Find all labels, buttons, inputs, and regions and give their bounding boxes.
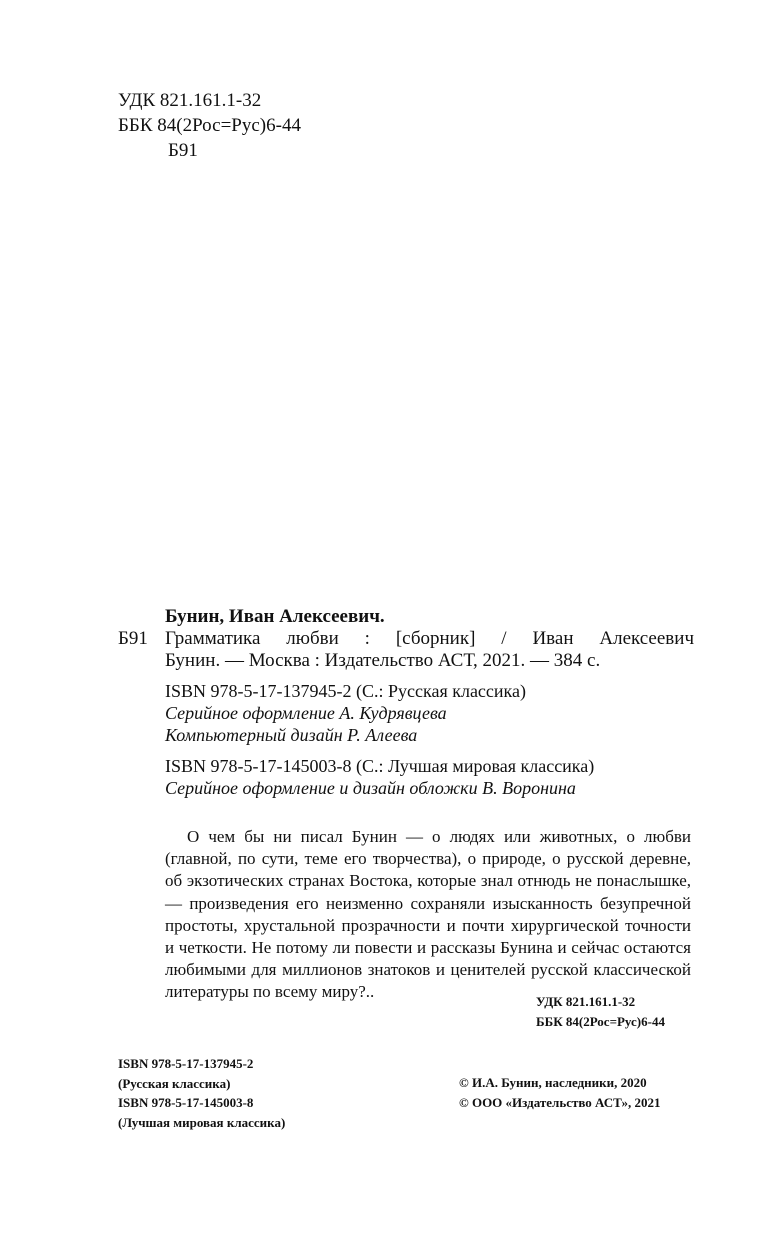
entry-title-text: Грамматика любви : [сборник] / Иван Алексеевич: [165, 628, 694, 649]
catalog-entry: [118, 606, 694, 799]
entry-credit-2: Компьютерный дизайн Р. Алеева: [165, 725, 418, 745]
udk-code: УДК 821.161.1-32: [118, 90, 262, 111]
copyright-2: © ООО «Издательство АСТ», 2021: [459, 1094, 661, 1110]
entry-author: Бунин, Иван Алексеевич.: [165, 606, 385, 627]
entry-credit-1: Серийное оформление А. Кудрявцева: [165, 703, 447, 723]
author-mark: Б91: [168, 140, 198, 161]
isbn-2: ISBN 978-5-17-145003-8: [118, 1095, 254, 1110]
abstract-text: О чем бы ни писал Бунин — о людях или животных, о любви (главной, по сути, теме его творчества), о природе, о русской деревне, об экзотических странах Востока, которые знал отнюдь не понаслышке, — произведения его неизменно сохраняли изысканность безупречной простоты, хрустальной прозрачности и почти хирургической точности и четкости. Не потому ли повести и рассказы Бунина и сейчас остаются любимыми для миллионов знатоков и ценителей русской классической литературы по всему миру?..: [165, 827, 691, 1002]
classification-codes: [118, 88, 301, 163]
entry-isbn-2: ISBN 978-5-17-145003-8 (С.: Лучшая мировая классика): [165, 756, 595, 776]
bottom-bbk: ББК 84(2Рос=Рус)6-44: [536, 1013, 665, 1029]
bbk-code: ББК 84(2Рос=Рус)6-44: [118, 115, 301, 136]
bottom-classification: [536, 992, 665, 1031]
entry-credit-3: Серийное оформление и дизайн обложки В. Воронина: [165, 778, 576, 798]
series-2: (Лучшая мировая классика): [118, 1114, 286, 1130]
series-1: (Русская классика): [118, 1075, 231, 1091]
isbn-1: ISBN 978-5-17-137945-2: [118, 1056, 254, 1071]
copyright-block: [459, 1073, 661, 1112]
copyright-1: © И.А. Бунин, наследники, 2020: [459, 1075, 647, 1090]
bottom-udk: УДК 821.161.1-32: [536, 994, 636, 1009]
isbn-block: [118, 1054, 285, 1132]
entry-author-mark: Б91: [118, 628, 148, 649]
entry-title-line1: [118, 628, 694, 650]
entry-isbn-1: ISBN 978-5-17-137945-2 (С.: Русская классика): [165, 681, 527, 701]
entry-title-line2: Бунин. — Москва : Издательство АСТ, 2021. — 384 с.: [165, 650, 601, 671]
